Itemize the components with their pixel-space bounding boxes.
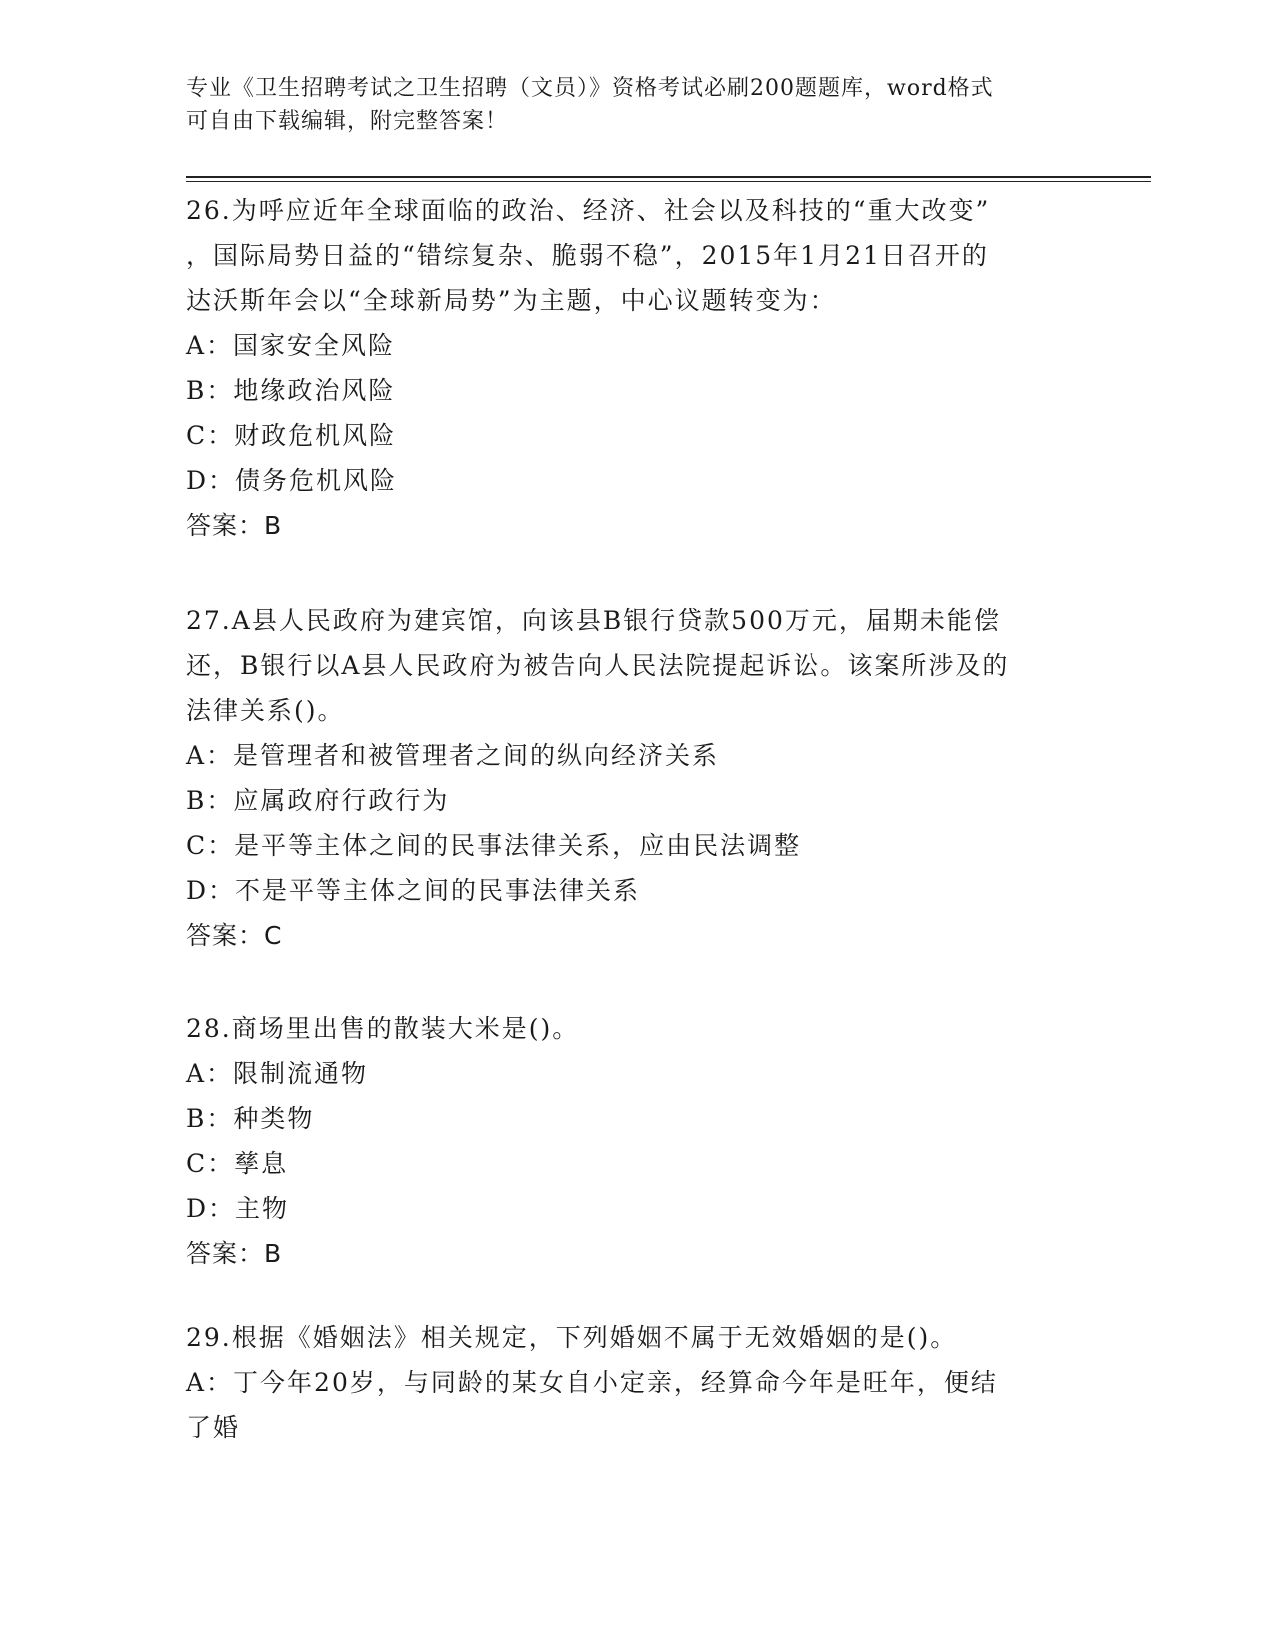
header-line-2: 可自由下载编辑，附完整答案！ — [186, 109, 509, 134]
option-d: D：不是平等主体之间的民事法律关系 — [186, 876, 641, 905]
option-b: B：地缘政治风险 — [186, 376, 396, 405]
option-a: A：限制流通物 — [186, 1059, 369, 1088]
option-b: B：种类物 — [186, 1104, 315, 1133]
option-a: A：丁今年20岁，与同龄的某女自小定亲，经算命今年是旺年，便结 — [186, 1368, 998, 1397]
option-c: C：是平等主体之间的民事法律关系，应由民法调整 — [186, 831, 802, 860]
header-line-1: 专业《卫生招聘考试之卫生招聘（文员）》资格考试必刷200题题库，word格式 — [186, 76, 994, 101]
option-d: D：主物 — [186, 1194, 290, 1223]
question-27 — [186, 598, 1081, 958]
answer: 答案：B — [186, 1239, 283, 1268]
header-divider — [186, 176, 1151, 178]
question-stem-line: 达沃斯年会以“全球新局势”为主题，中心议题转变为： — [186, 286, 837, 315]
option-c: C：财政危机风险 — [186, 421, 397, 450]
option-d: D：债务危机风险 — [186, 466, 398, 495]
question-28 — [186, 1006, 1081, 1276]
option-c: C：孳息 — [186, 1149, 289, 1178]
question-stem-line: 28.商场里出售的散装大米是()。 — [186, 1014, 580, 1043]
header-divider-thin — [186, 181, 1151, 182]
question-stem-line: 27.A县人民政府为建宾馆，向该县B银行贷款500万元，届期未能偿 — [186, 606, 1001, 635]
question-stem-line: 还，B银行以A县人民政府为被告向人民法院提起诉讼。该案所涉及的 — [186, 651, 1010, 680]
question-26 — [186, 188, 1081, 548]
question-stem-line: ，国际局势日益的“错综复杂、脆弱不稳”，2015年1月21日召开的 — [186, 241, 989, 270]
answer: 答案：C — [186, 921, 283, 950]
answer: 答案：B — [186, 511, 283, 540]
document-header — [186, 72, 1066, 138]
option-b: B：应属政府行政行为 — [186, 786, 450, 815]
option-a: A：是管理者和被管理者之间的纵向经济关系 — [186, 741, 720, 770]
question-stem-line: 法律关系()。 — [186, 696, 345, 725]
option-a: A：国家安全风险 — [186, 331, 396, 360]
question-stem-line: 29.根据《婚姻法》相关规定，下列婚姻不属于无效婚姻的是()。 — [186, 1323, 958, 1352]
option-a-continued: 了婚 — [186, 1413, 241, 1442]
question-stem-line: 26.为呼应近年全球面临的政治、经济、社会以及科技的“重大改变” — [186, 196, 991, 225]
question-29 — [186, 1315, 1081, 1450]
